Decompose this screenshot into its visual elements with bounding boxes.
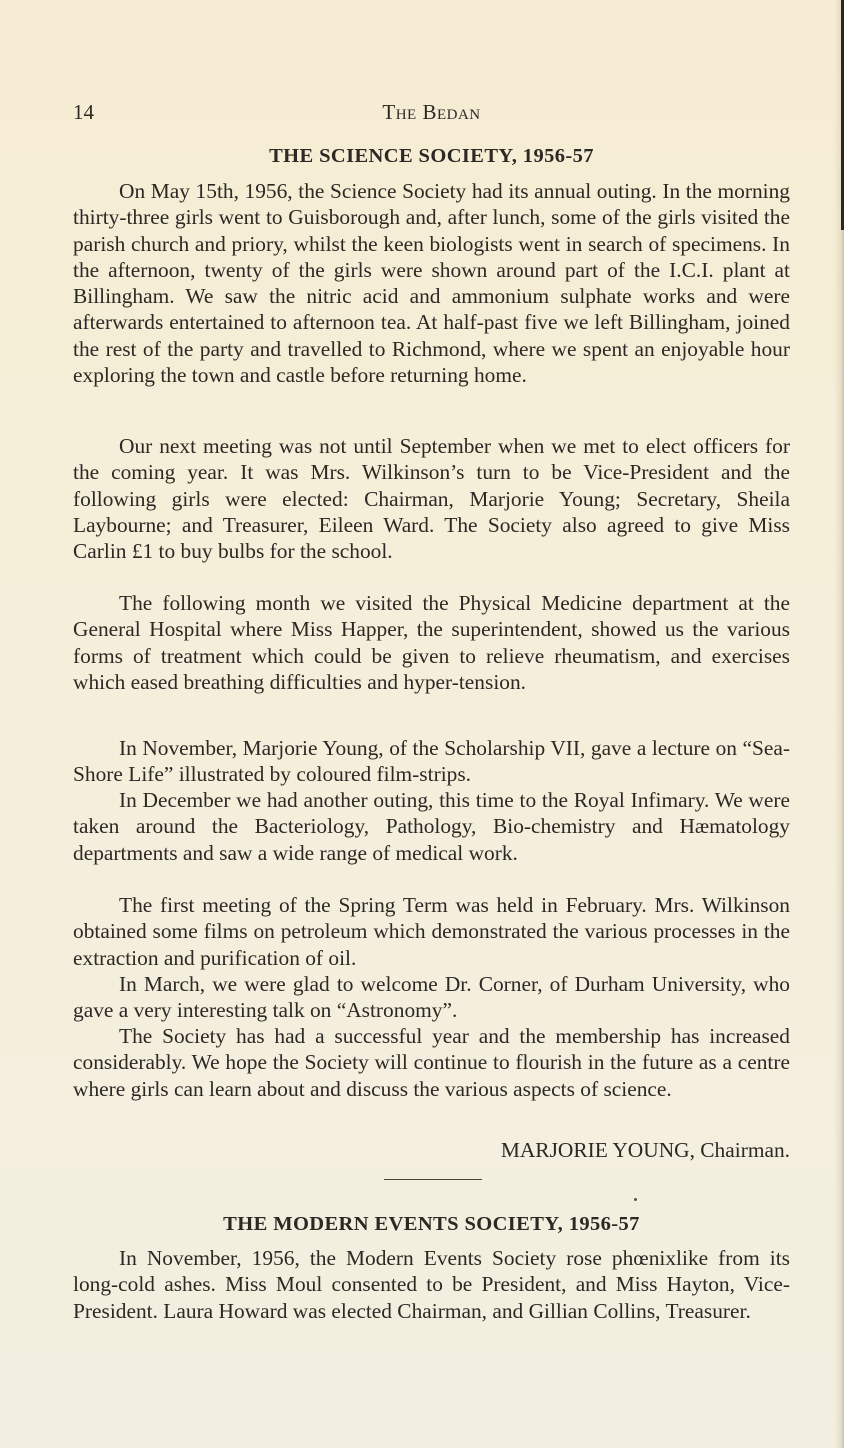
- article-heading-modern-events-society: THE MODERN EVENTS SOCIETY, 1956-57: [223, 1213, 640, 1235]
- paragraph: In November, Marjorie Young, of the Scholarship VII, gave a lecture on “Sea-Shore Life” illustrated by coloured film-strips.: [73, 736, 790, 787]
- paragraph: In March, we were glad to welcome Dr. Corner, of Durham University, who gave a very interesting talk on “Astronomy”.: [73, 972, 790, 1023]
- article-heading-science-society: THE SCIENCE SOCIETY, 1956-57: [269, 145, 594, 167]
- article-signature: MARJORIE YOUNG, Chairman.: [500, 1138, 790, 1162]
- paragraph: On May 15th, 1956, the Science Society had its annual outing. In the morning thirty-three girls went to Guisborough and, after lunch, some of the girls visited the parish church and priory, whilst the keen biologists went in search of specimens. In the afternoon, twenty of the girls were shown around part of the I.C.I. plant at Billingham. We saw the nitric acid and ammonium sulphate works and were afterwards entertained to afternoon tea. At half-past five we left Billingham, joined the rest of the party and travelled to Richmond, where we spent an enjoyable hour exploring the town and castle before returning home.: [73, 179, 790, 388]
- paragraph: Our next meeting was not until September when we met to elect officers for the coming year. It was Mrs. Wilkinson’s turn to be Vice-President and the following girls were elected: Chairman, Marjorie Young; Secretary, Sheila Laybourne; and Treasurer, Eileen Ward. The Society also agreed to give Miss Carlin £1 to buy bulbs for the school.: [73, 434, 790, 564]
- paragraph: In November, 1956, the Modern Events Society rose phœnixlike from its long-cold ashes. Miss Moul consented to be President, and Miss Hayton, Vice-President. Laura Howard was elected Chairman, and Gillian Collins, Treasurer.: [73, 1246, 790, 1323]
- paragraph: In December we had another outing, this time to the Royal Infimary. We were taken around the Bacteriology, Pathology, Bio-chemistry and Hæmatology departments and saw a wide range of medical work.: [73, 788, 790, 865]
- paragraph: The following month we visited the Physical Medicine department at the General Hospital where Miss Happer, the superintendent, showed us the various forms of treatment which could be given to relieve rheumatism, and exercises which eased breathing difficulties and hyper-tension.: [73, 591, 790, 694]
- journal-title: The Bedan: [382, 100, 481, 124]
- running-head: [73, 100, 790, 128]
- print-speck: [634, 1198, 637, 1201]
- section-divider: [384, 1179, 482, 1180]
- paragraph: The first meeting of the Spring Term was held in February. Mrs. Wilkinson obtained some films on petroleum which demonstrated the various processes in the extraction and purification of oil.: [73, 893, 790, 970]
- paragraph: The Society has had a successful year and the membership has increased considerably. We hope the Society will continue to flourish in the future as a centre where girls can learn about and discuss the various aspects of science.: [73, 1024, 790, 1101]
- page-number: 14: [73, 100, 94, 124]
